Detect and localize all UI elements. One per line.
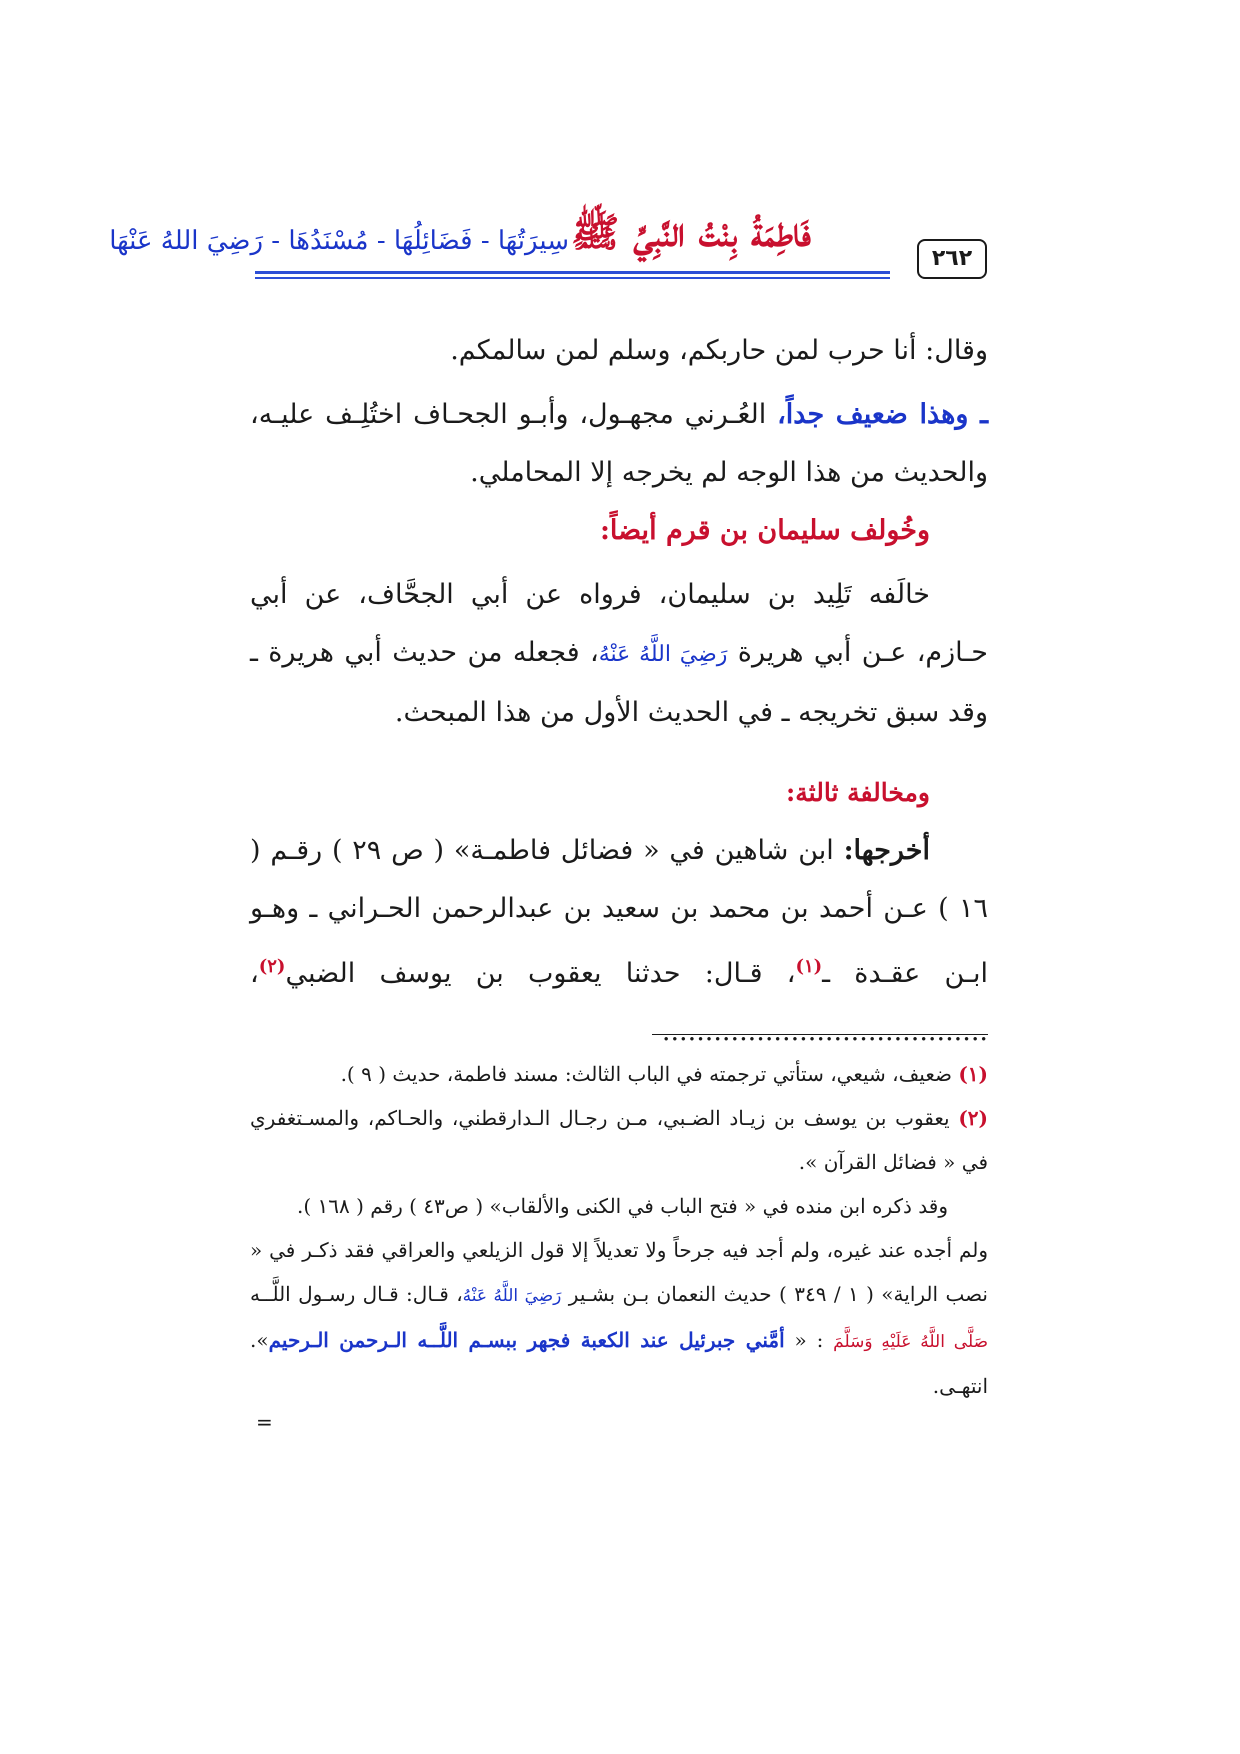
- footnote-paragraph: ولم أجده عند غيره، ولم أجد فيه جرحاً ولا تعديلاً إلا قول الزيلعي والعراقي فقد ذكـر في « نصب الراية» ( ١ / ٣٤٩ ) حديث النعمان بـن بشـير رَضِيَ اللَّهُ عَنْهُ، قـال: قـال رسـول اللَّــه صَلَّى اللَّهُ عَلَيْهِ وَسَلَّمَ : « أمَّني جبرئيل عند الكعبة فجهر ببسـم اللَّــه الـرحمن الـرحيم». انتهـى.: [250, 1238, 989, 1398]
- footnotes: [250, 1052, 988, 1408]
- paragraph: وقال: أنا حرب لمن حاربكم، وسلم لمن سالمكم.: [450, 335, 988, 366]
- section-heading: ومخالفة ثالثة:: [786, 778, 930, 807]
- book-title: فَاطِمَةُ بِنْتُ النَّبِيِّ ﷺ: [571, 209, 811, 256]
- paragraph: ـ وهذا ضعيف جداً، العُـرني مجهـول، وأبـو الجحـاف اختُلِـف عليـه، والحديث من هذا الوجه لم يخرجه إلا المحاملي.: [250, 399, 988, 488]
- header-rule-thin: [255, 277, 890, 279]
- continuation-mark: =: [256, 1410, 273, 1434]
- main-text: [250, 322, 988, 1061]
- honorific: رَضِيَ اللَّهُ عَنْهُ: [462, 1286, 562, 1306]
- footnote-ref[interactable]: (٢): [258, 956, 286, 977]
- judgment-label: ـ وهذا ضعيف جداً،: [777, 399, 988, 430]
- footnote-paragraph: وقد ذكره ابن منده في « فتح الباب في الكنى والألقاب» ( ص٤٣ ) رقم ( ١٦٨ ).: [296, 1194, 948, 1218]
- footnote: (٢) يعقوب بن يوسف بن زيـاد الضـبي، مـن رجـال الـدارقطني، والحـاكم، والمسـتغفري في « فضائل القرآن ».: [250, 1106, 989, 1174]
- footnote-ref[interactable]: (١): [795, 956, 823, 977]
- section-heading: وخُولف سليمان بن قرم أيضاً:: [599, 515, 930, 546]
- page-number: ٢٦٢: [917, 239, 987, 279]
- header-rule-thick: [255, 271, 890, 274]
- footnote: (١) ضعيف، شيعي، ستأتي ترجمته في الباب الثالث: مسند فاطمة، حديث ( ٩ ).: [340, 1062, 988, 1086]
- paragraph: خالَفه تَلِيد بن سليمان، فرواه عن أبي الجحَّاف، عن أبي حـازم، عـن أبي هريرة رَضِيَ اللَّهُ عَنْهُ، فجعله من حديث أبي هريرة ـ وقد سبق تخريجه ـ في الحديث الأول من هذا المبحث.: [250, 579, 988, 728]
- paragraph: أخرجها: ابن شاهين في « فضائل فاطمـة» ( ص ٢٩ ) رقـم ( ١٦ ) عـن أحمد بن محمد بن سعيد بن عبدالرحمن الحـراني ـ وهـو ابـن عقـدة ـ$^{(١)}$، قـال: حدثنا يعقوب بن يوسف الضبي$^{(٢)}$، ......................................: [250, 835, 988, 1047]
- honorific: رَضِيَ اللَّهُ عَنْهُ: [598, 642, 728, 667]
- page-header: [109, 205, 987, 285]
- hadith-quote: أمَّني جبرئيل عند الكعبة فجهر ببسـم اللَّــه الـرحمن الـرحيم: [268, 1328, 785, 1352]
- footnote-separator: [652, 1034, 988, 1035]
- book-subtitle: سِيرَتُهَا - فَضَائِلُهَا - مُسْنَدُهَا - رَضِيَ اللهُ عَنْهَا: [109, 226, 569, 256]
- honorific: صَلَّى اللَّهُ عَلَيْهِ وَسَلَّمَ: [833, 1332, 989, 1352]
